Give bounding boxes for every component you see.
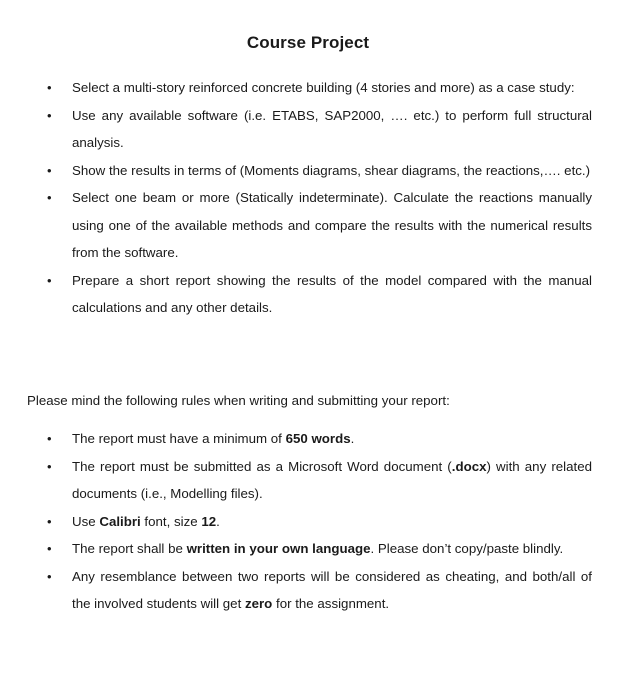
- rule-emphasis: zero: [244, 596, 273, 611]
- list-item: [47, 453, 592, 508]
- list-item: [47, 535, 592, 563]
- rule-emphasis: 650 words: [285, 431, 351, 446]
- rule-emphasis: .docx: [451, 458, 487, 474]
- list-item: • Use any available software (i.e. ETABS, SAP2000, …. etc.) to perform full structural analysis.: [47, 102, 592, 157]
- rules-list: [47, 425, 592, 618]
- list-item: • Select one beam or more (Statically indeterminate). Calculate the reactions manually using one of the available methods and compare the results with the numerical results from the software.: [47, 184, 592, 267]
- page-title: Course Project: [246, 33, 370, 52]
- rule-text: ) with any related documents (i.e., Modelling files).: [72, 458, 592, 501]
- rule-emphasis: Calibri: [99, 513, 141, 529]
- rule-text: The report must have a minimum of: [72, 431, 286, 446]
- rule-text: .: [216, 513, 220, 529]
- rule-text: The report must be submitted as a Microsoft Word document (: [72, 458, 452, 474]
- rule-text: Use: [72, 513, 100, 529]
- rule-text: . Please don’t copy/paste blindly.: [370, 541, 564, 556]
- rule-text: for the assignment.: [272, 596, 390, 611]
- rule-text: The report shall be: [72, 541, 187, 556]
- list-item: [47, 425, 592, 453]
- rules-intro: Please mind the following rules when writing and submitting your report:: [27, 393, 450, 408]
- rule-text: font, size: [140, 513, 202, 529]
- list-item: [47, 563, 592, 618]
- rule-emphasis: written in your own language: [186, 541, 371, 556]
- rule-text: Any resemblance between two reports will be considered as cheating, and both/all of the involved students will get: [72, 568, 592, 611]
- rule-text: .: [350, 431, 355, 446]
- list-item: [47, 508, 592, 536]
- list-item: • Show the results in terms of (Moments diagrams, shear diagrams, the reactions,…. etc.): [47, 157, 592, 185]
- task-list: [47, 74, 592, 322]
- list-item: • Prepare a short report showing the results of the model compared with the manual calculations and any other details.: [47, 267, 592, 322]
- rule-emphasis: 12: [201, 513, 217, 529]
- list-item: • Select a multi-story reinforced concrete building (4 stories and more) as a case study:: [47, 74, 592, 102]
